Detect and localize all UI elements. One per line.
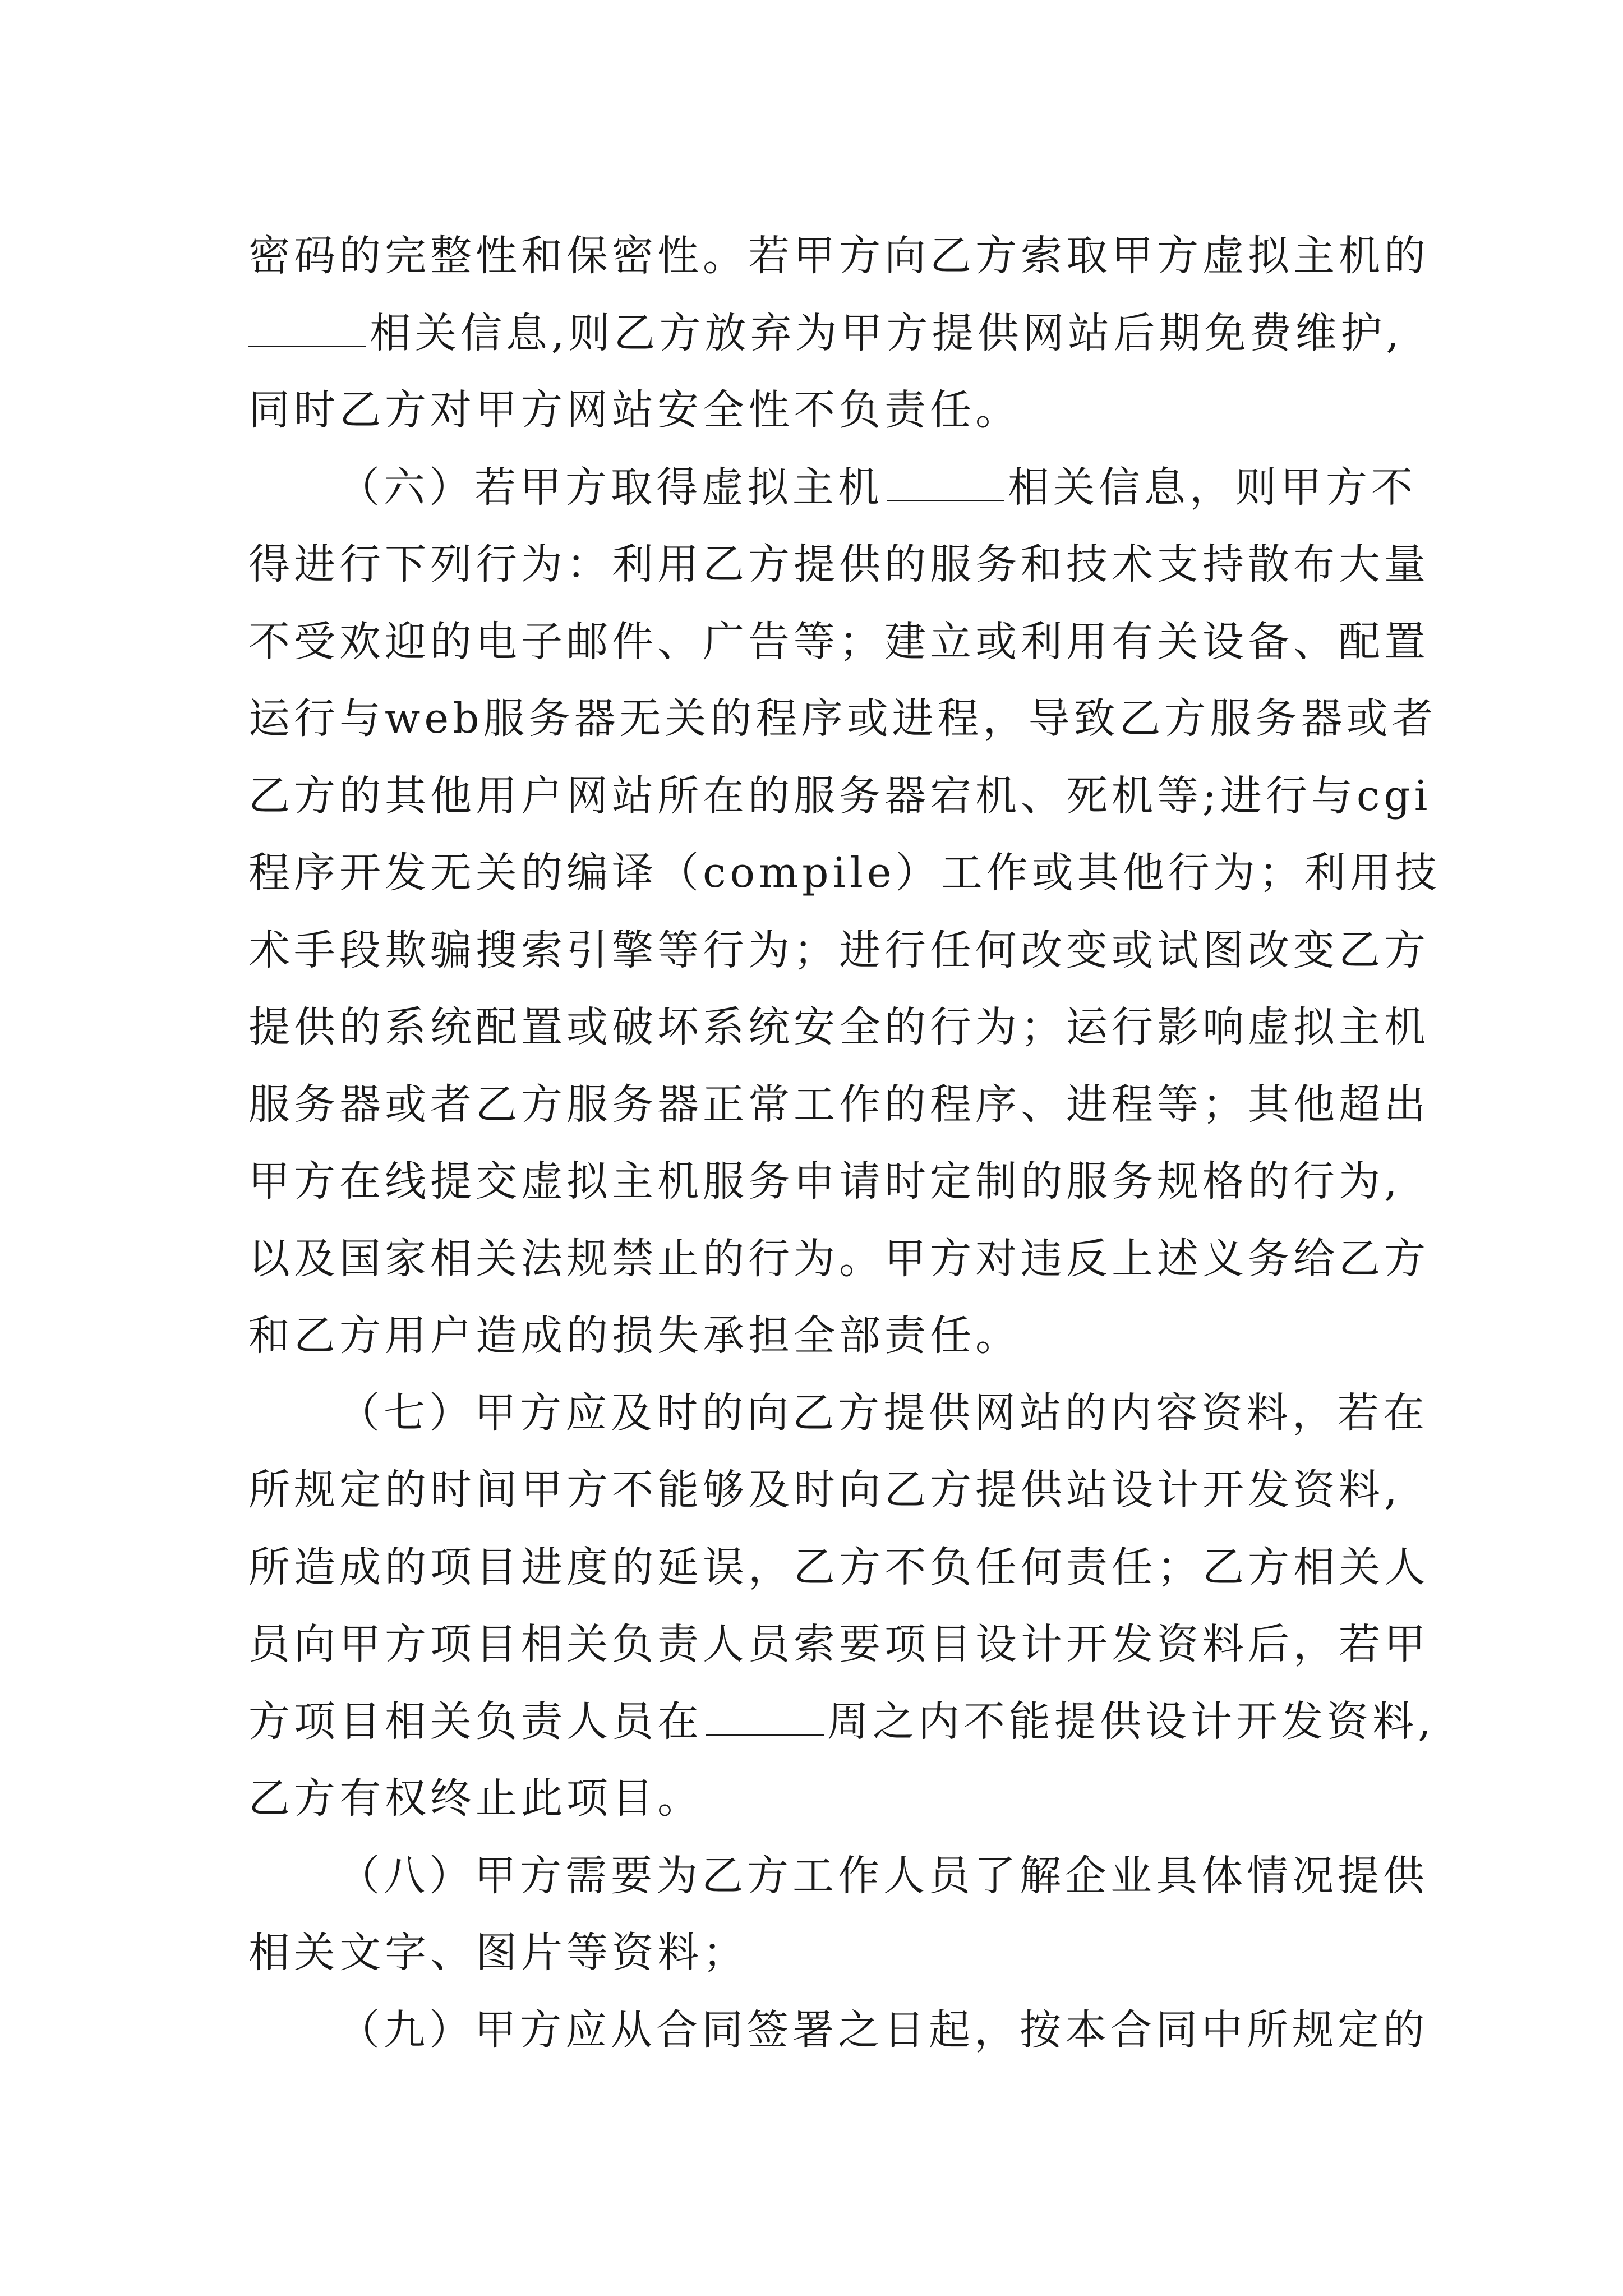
line-text: 甲方在线提交虚拟主机服务申请时定制的服务规格的行为,	[248, 1157, 1401, 1205]
paragraph-clause-7	[248, 1375, 1435, 1838]
text-line	[248, 526, 1430, 604]
paragraph-clause-6	[248, 449, 1441, 1375]
line-text: 乙方有权终止此项目。	[248, 1774, 703, 1823]
text-line	[248, 372, 1426, 449]
text-line	[248, 1452, 1426, 1529]
fill-in-blank	[706, 1699, 824, 1736]
text-line	[248, 1606, 1430, 1683]
text-line	[248, 1760, 1426, 1838]
text-line	[248, 989, 1430, 1066]
paragraph-continuation	[248, 218, 1430, 449]
line-text: （八）甲方需要为乙方工作人员了解企业具体情况提供	[338, 1851, 1428, 1900]
line-text: （七）甲方应及时的向乙方提供网站的内容资料，若在	[338, 1388, 1428, 1437]
text-line	[248, 1529, 1430, 1607]
text-line	[248, 604, 1430, 681]
text-line	[248, 1143, 1426, 1221]
line-text: 所造成的项目进度的延误，乙方不负任何责任；乙方相关人	[248, 1543, 1430, 1591]
paragraph-clause-9	[248, 1992, 1426, 2069]
line-text: 周之内不能提供设计开发资料,	[827, 1697, 1435, 1746]
text-line	[248, 1221, 1430, 1298]
line-text: 密码的完整性和保密性。若甲方向乙方索取甲方虚拟主机的	[248, 232, 1430, 280]
line-text: 乙方的其他用户网站所在的服务器宕机、死机等;进行与cgi	[248, 771, 1432, 820]
line-text: 以及国家相关法规禁止的行为。甲方对违反上述义务给乙方	[248, 1234, 1430, 1283]
text-line	[248, 1838, 1426, 1915]
line-text: 方项目相关负责人员在	[248, 1697, 703, 1746]
text-line	[248, 218, 1430, 295]
line-text: 相关信息，则甲方不	[1008, 463, 1417, 512]
fill-in-blank	[887, 465, 1004, 501]
paragraph-clause-8	[248, 1838, 1426, 1992]
text-line	[248, 835, 1441, 912]
text-line	[248, 1375, 1426, 1452]
line-text: 术手段欺骗搜索引擎等行为；进行任何改变或试图改变乙方	[248, 926, 1430, 974]
text-line	[248, 1915, 1426, 1992]
text-line	[248, 1683, 1435, 1761]
text-line	[248, 1297, 1426, 1375]
line-text: 程序开发无关的编译（compile）工作或其他行为；利用技	[248, 849, 1441, 897]
text-line	[248, 912, 1430, 990]
line-text: 相关文字、图片等资料；	[248, 1929, 748, 1977]
document-body	[248, 218, 1441, 2069]
line-text: 相关信息,则乙方放弃为甲方提供网站后期免费维护,	[370, 309, 1404, 357]
line-text: 所规定的时间甲方不能够及时向乙方提供站设计开发资料,	[248, 1466, 1401, 1514]
text-line	[248, 758, 1432, 835]
line-text: 得进行下列行为：利用乙方提供的服务和技术支持散布大量	[248, 540, 1430, 588]
text-line	[248, 449, 1426, 527]
text-line	[248, 680, 1437, 758]
line-text: 同时乙方对甲方网站安全性不负责任。	[248, 386, 1021, 434]
text-line	[248, 1992, 1426, 2069]
fill-in-blank	[248, 311, 366, 347]
line-text: 不受欢迎的电子邮件、广告等；建立或利用有关设备、配置	[248, 617, 1430, 666]
text-line	[248, 1066, 1430, 1144]
line-text: 运行与web服务器无关的程序或进程，导致乙方服务器或者	[248, 694, 1437, 743]
line-text: 服务器或者乙方服务器正常工作的程序、进程等；其他超出	[248, 1080, 1430, 1129]
line-text: （九）甲方应从合同签署之日起，按本合同中所规定的	[338, 2005, 1428, 2054]
line-text: 和乙方用户造成的损失承担全部责任。	[248, 1312, 1021, 1360]
text-line	[248, 295, 1426, 372]
line-text: 员向甲方项目相关负责人员索要项目设计开发资料后，若甲	[248, 1620, 1430, 1668]
line-text: 提供的系统配置或破坏系统安全的行为；运行影响虚拟主机	[248, 1003, 1430, 1051]
line-text: （六）若甲方取得虚拟主机	[338, 463, 883, 512]
